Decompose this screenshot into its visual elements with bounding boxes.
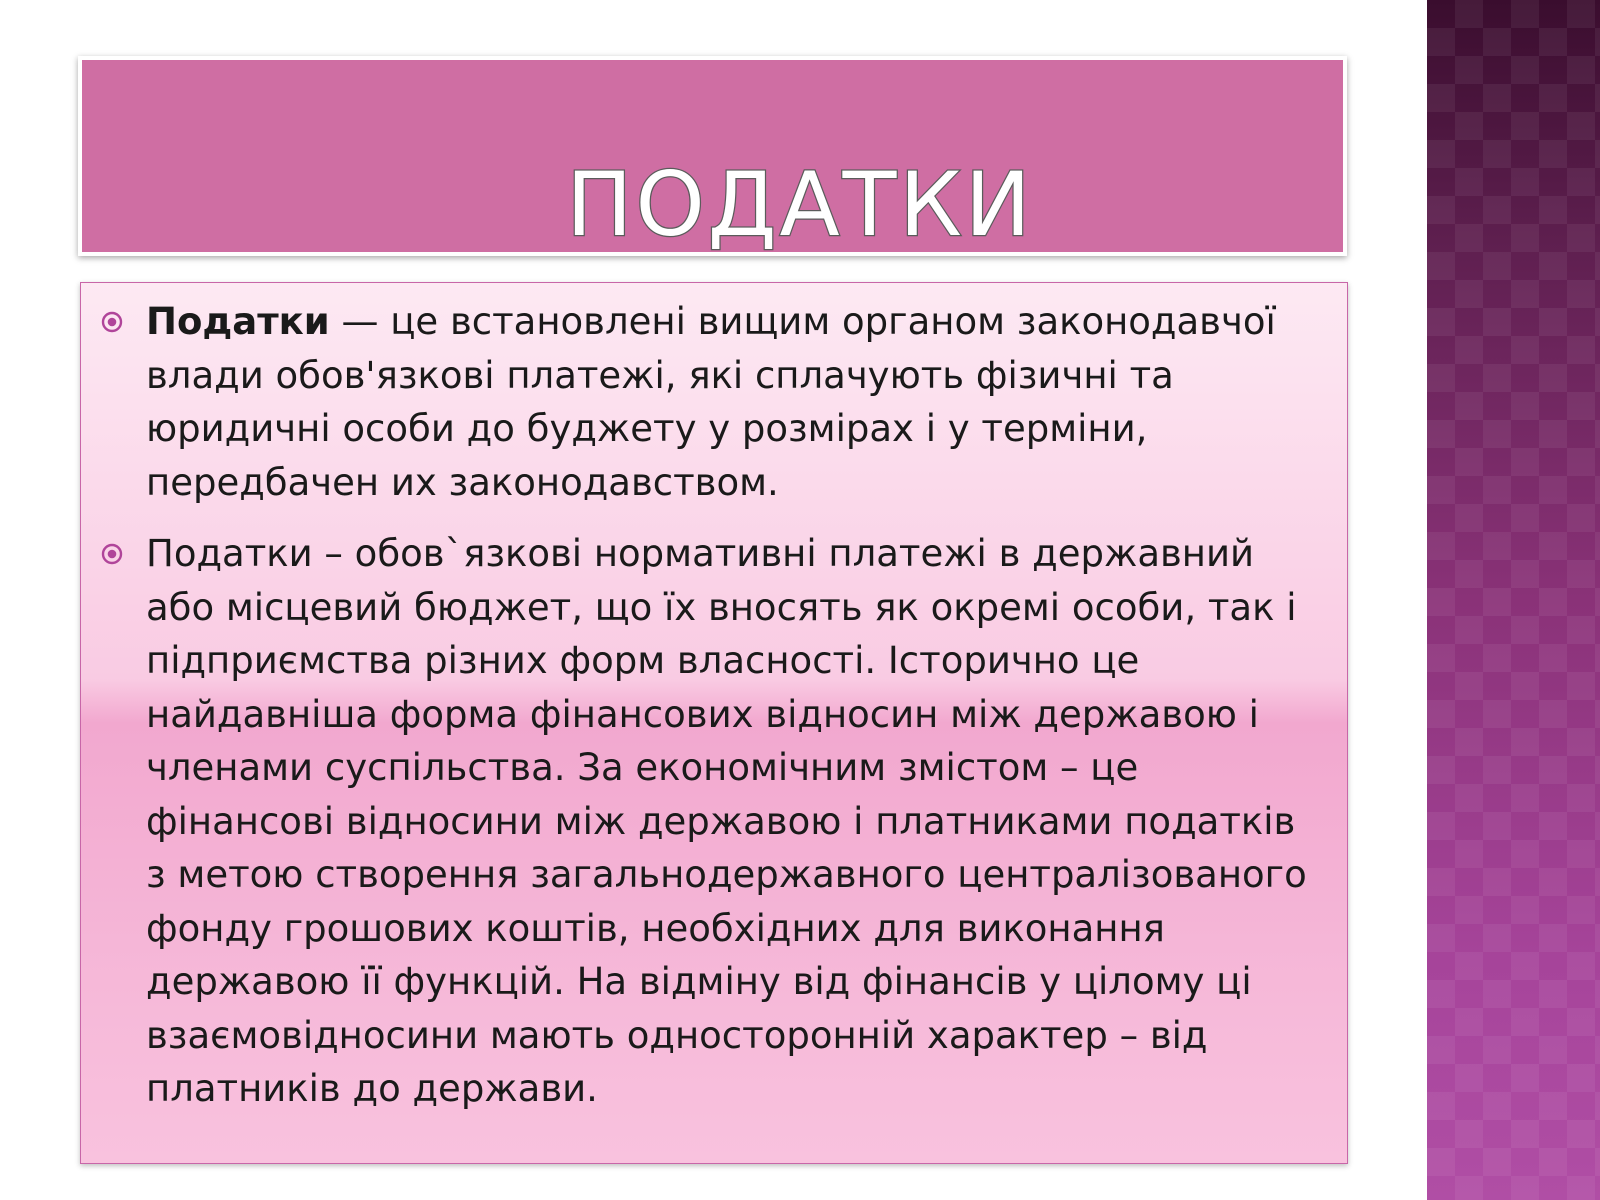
content-box <box>80 282 1348 1164</box>
bullet-item-definition <box>81 295 1347 509</box>
bullet-text: Податки – обов`язкові нормативні платежі в державний або місцевий бюджет, що їх вносять як окремі особи, так і підприємства різних форм власності. Історично це найдавніша форма фінансових відносин між державою і членами суспільства. За економічним змістом – це фінансові відносини між державою і платниками податків з метою створення загальнодержавного централізованого фонду грошових коштів, необхідних для виконання державою її функцій. На відміну від фінансів у цілому ці взаємовідносини мають односторонній характер – від платників до держави. <box>146 532 1307 1110</box>
circle-bullet-icon <box>101 543 123 565</box>
slide-title: ПОДАТКИ <box>566 153 1034 256</box>
bullet-text: — це встановлені вищим органом законодавчої влади обов'язкові платежі, які сплачують фізичні та юридичні особи до буджету у розмірах і у терміни, передбачен их законодавством. <box>146 300 1276 504</box>
circle-bullet-icon <box>101 311 123 333</box>
bullet-term: Податки <box>146 300 330 343</box>
bullet-item-description <box>81 527 1347 1116</box>
bullet-list <box>81 295 1347 1134</box>
